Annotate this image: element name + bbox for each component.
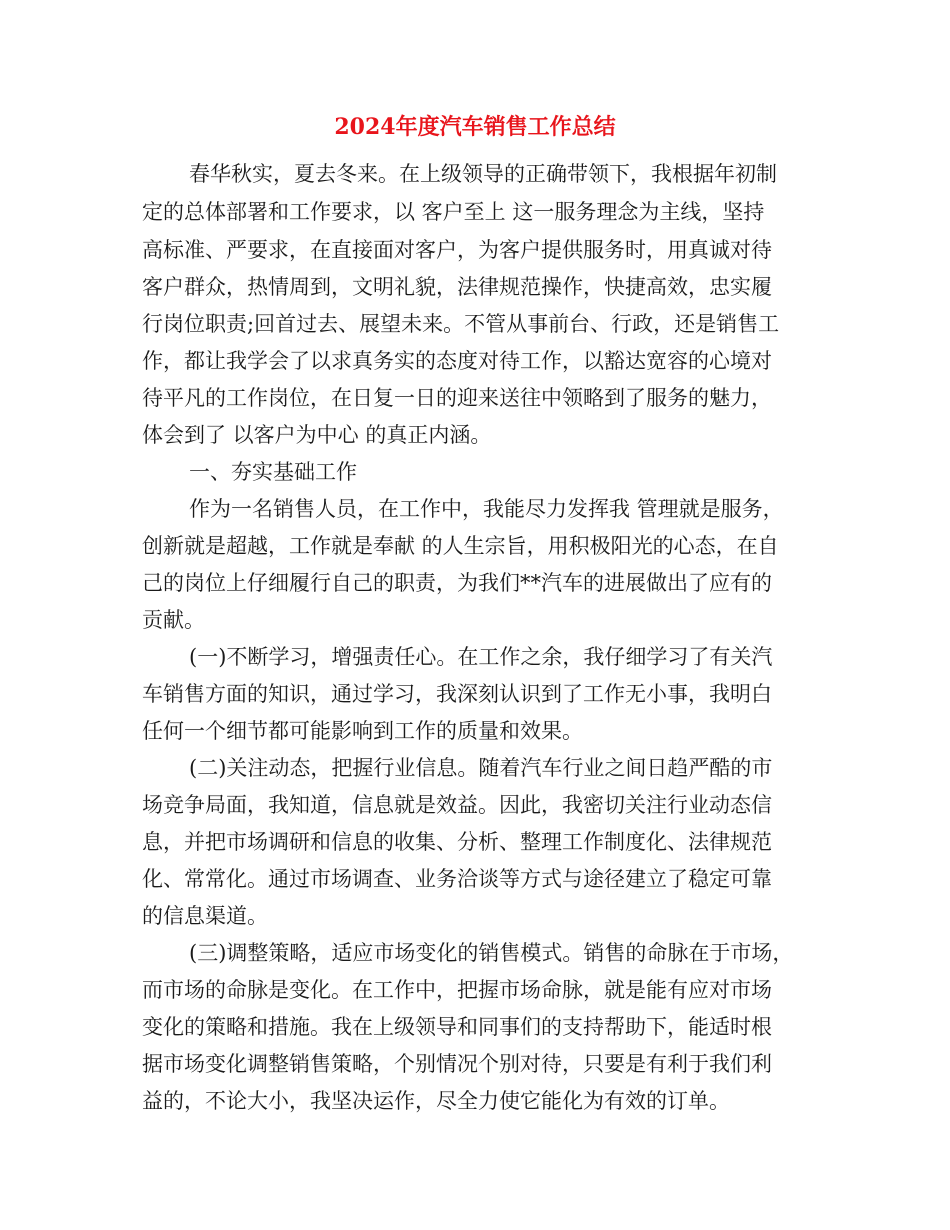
- paragraph-line: (三)调整策略，适应市场变化的销售模式。销售的命脉在于市场，: [189, 941, 794, 965]
- paragraph-line: 作，都让我学会了以求真务实的态度对待工作，以豁达宽容的心境对: [142, 349, 772, 373]
- paragraph-line: 春华秋实，夏去冬来。在上级领导的正确带领下，我根据年初制: [189, 162, 777, 186]
- paragraph-line: 的信息渠道。: [142, 904, 268, 928]
- paragraph-line: 体会到了 以客户为中心 的真正内涵。: [142, 423, 492, 447]
- paragraph-line: 息，并把市场调研和信息的收集、分析、整理工作制度化、法律规范: [142, 830, 772, 854]
- paragraph-line: 场竞争局面，我知道，信息就是效益。因此，我密切关注行业动态信: [142, 793, 772, 817]
- paragraph-line: 任何一个细节都可能影响到工作的质量和效果。: [142, 719, 583, 743]
- paragraph-line: 车销售方面的知识，通过学习，我深刻认识到了工作无小事，我明白: [142, 682, 772, 706]
- paragraph-line: 变化的策略和措施。我在上级领导和同事们的支持帮助下，能适时根: [142, 1015, 772, 1039]
- paragraph-line: (二)关注动态，把握行业信息。随着汽车行业之间日趋严酷的市: [189, 756, 773, 780]
- paragraph-line: 化、常常化。通过市场调查、业务洽谈等方式与途径建立了稳定可靠: [142, 867, 772, 891]
- document-title: 2024年度汽车销售工作总结: [334, 114, 616, 140]
- section-heading: 一、夯实基础工作: [189, 460, 357, 484]
- paragraph-line: 定的总体部署和工作要求，以 客户至上 这一服务理念为主线，坚持: [142, 200, 765, 224]
- paragraph-line: 己的岗位上仔细履行自己的职责，为我们**汽车的进展做出了应有的: [142, 571, 772, 595]
- paragraph-line: 客户群众，热情周到，文明礼貌，法律规范操作，快捷高效，忠实履: [142, 275, 772, 299]
- paragraph-line: 益的，不论大小，我坚决运作，尽全力使它能化为有效的订单。: [142, 1089, 730, 1113]
- paragraph-line: 行岗位职责;回首过去、展望未来。不管从事前台、行政，还是销售工: [142, 312, 780, 336]
- paragraph-line: 贡献。: [142, 608, 205, 632]
- paragraph-line: 作为一名销售人员，在工作中，我能尽力发挥我 管理就是服务，: [189, 497, 784, 521]
- paragraph-line: 而市场的命脉是变化。在工作中，把握市场命脉，就是能有应对市场: [142, 978, 772, 1002]
- paragraph-line: 据市场变化调整销售策略，个别情况个别对待，只要是有利于我们利: [142, 1052, 772, 1076]
- paragraph-line: 待平凡的工作岗位，在日复一日的迎来送往中领略到了服务的魅力，: [142, 386, 772, 410]
- paragraph-line: (一)不断学习，增强责任心。在工作之余，我仔细学习了有关汽: [189, 645, 773, 669]
- paragraph-line: 高标准、严要求，在直接面对客户，为客户提供服务时，用真诚对待: [142, 238, 772, 262]
- paragraph-line: 创新就是超越，工作就是奉献 的人生宗旨，用积极阳光的心态，在自: [142, 534, 779, 558]
